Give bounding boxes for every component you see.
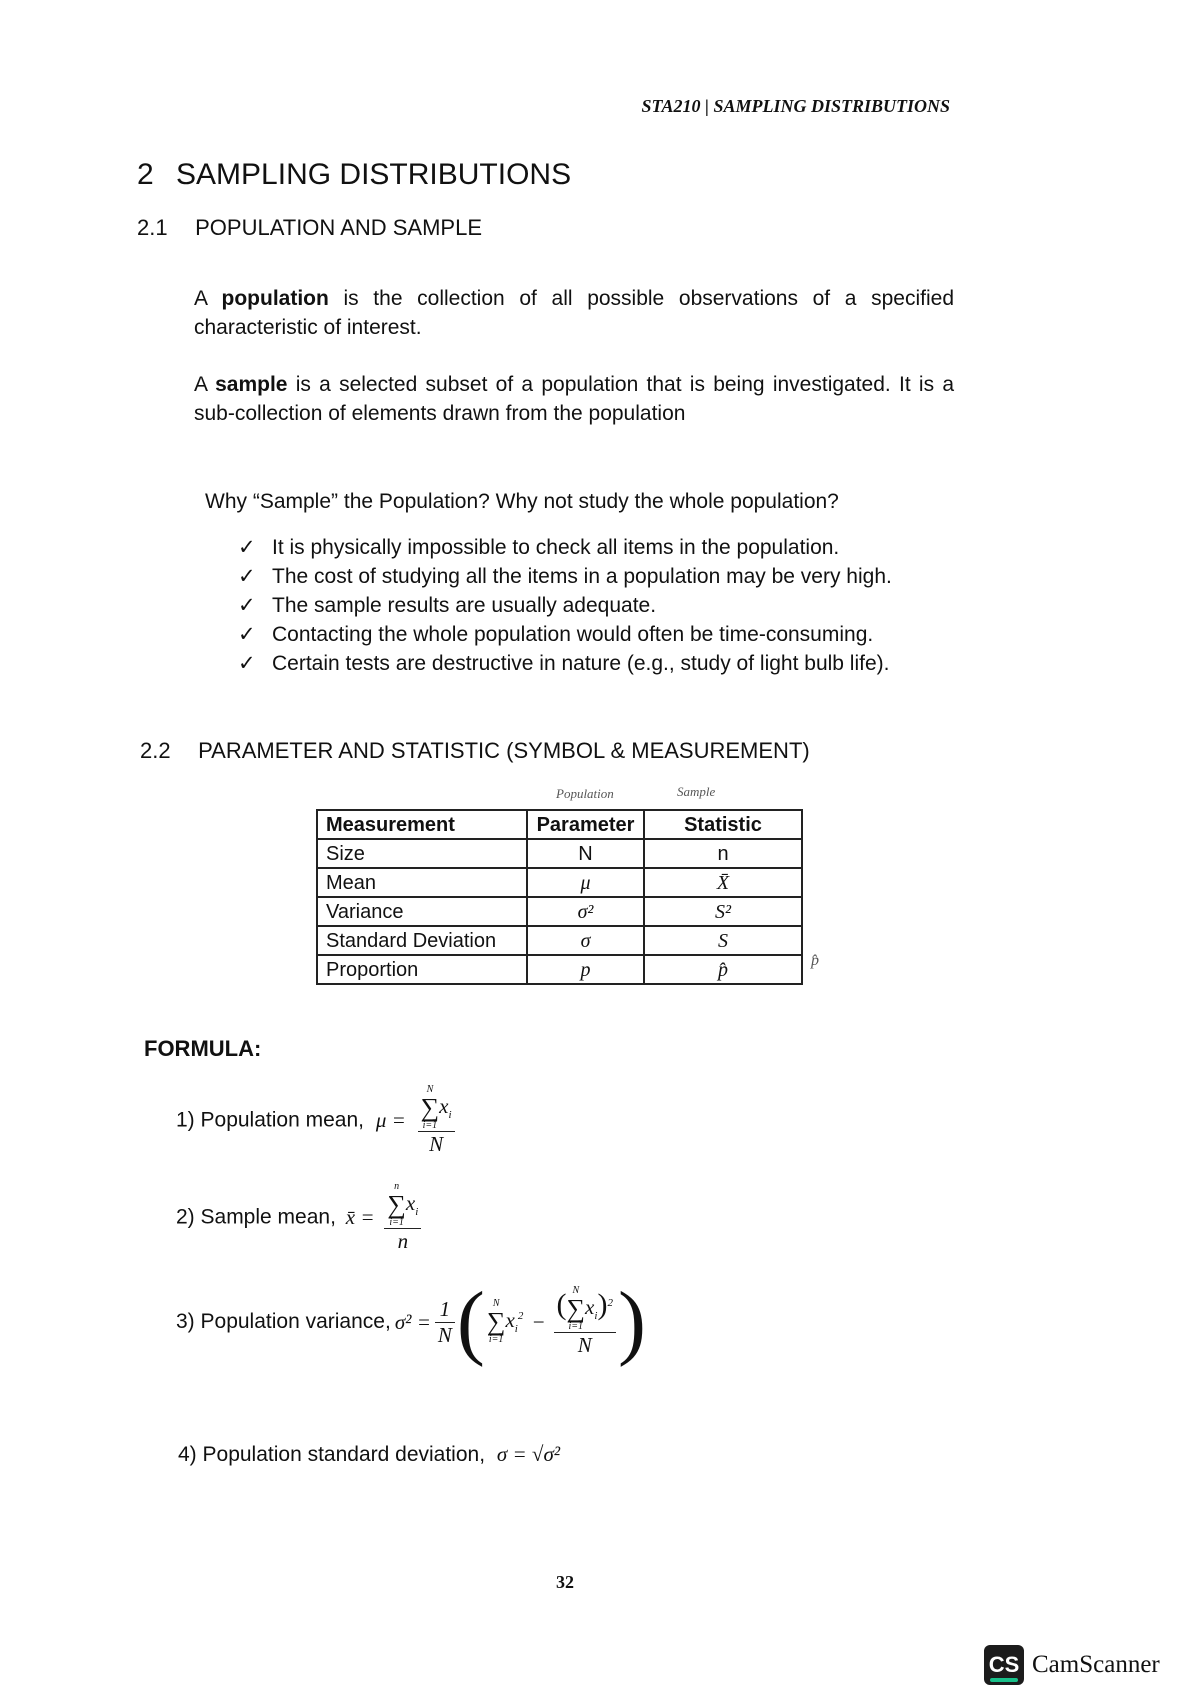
right-paren-icon: ) — [597, 1287, 608, 1321]
header-measurement: Measurement — [317, 810, 527, 839]
x-subscript: i — [594, 1310, 598, 1322]
reason-text: The cost of studying all the items in a population may be very high. — [272, 565, 892, 588]
table-header-row — [317, 810, 802, 839]
fraction-one-over-n — [435, 1297, 455, 1348]
why-sample-question: Why “Sample” the Population? Why not study the whole population? — [205, 490, 839, 513]
fraction — [384, 1182, 421, 1254]
measurement-cell: Mean — [317, 868, 527, 897]
formula-lhs: μ = — [375, 1107, 406, 1132]
denominator: N — [429, 1132, 444, 1156]
denominator: N — [437, 1322, 452, 1347]
handwritten-population-note: Population — [556, 786, 614, 801]
population-definition — [194, 284, 954, 342]
formula-population-sd — [178, 1442, 560, 1467]
list-item — [238, 620, 892, 649]
list-item — [238, 649, 892, 678]
sigma-symbol: ∑ — [420, 1093, 440, 1122]
numerator — [418, 1085, 455, 1132]
sum-term: x — [405, 1190, 416, 1215]
formula-lhs: x̄ = — [345, 1204, 375, 1229]
paren-exponent: 2 — [607, 1296, 613, 1309]
list-item — [238, 533, 892, 562]
table-row — [317, 839, 802, 868]
sum-upper-limit: N — [492, 1298, 500, 1309]
sum-upper-limit: n — [394, 1181, 400, 1192]
formula-expression: σ = √σ² — [496, 1442, 561, 1466]
formula-sample-mean — [176, 1182, 421, 1254]
numerator — [384, 1182, 421, 1229]
handwritten-phat-mark: p̂ — [811, 952, 819, 969]
population-term: population — [221, 287, 329, 310]
statistic-cell: n — [644, 839, 802, 868]
sum-term-subscript: i — [448, 1109, 452, 1121]
definition-prefix: A — [194, 287, 222, 310]
parameter-cell: μ — [527, 868, 644, 897]
header-statistic: Statistic — [644, 810, 802, 839]
parameter-cell: p — [527, 955, 644, 984]
summation — [487, 1299, 506, 1345]
reason-text: The sample results are usually adequate. — [272, 594, 657, 617]
parameter-cell: N — [527, 839, 644, 868]
page-number: 32 — [556, 1572, 574, 1592]
sample-term: sample — [215, 373, 288, 396]
sample-definition — [194, 370, 954, 428]
summation — [421, 1085, 440, 1131]
sum-lower-limit: i=1 — [389, 1217, 404, 1228]
checkmark-icon: ✓ — [238, 594, 256, 617]
camscanner-text: CamScanner — [1032, 1651, 1160, 1678]
checkmark-icon: ✓ — [238, 536, 256, 559]
checkmark-icon: ✓ — [238, 652, 256, 675]
header-parameter: Parameter — [527, 810, 644, 839]
left-paren-icon: ( — [456, 1275, 485, 1368]
sigma-symbol: ∑ — [486, 1307, 506, 1336]
x-exponent: 2 — [517, 1310, 524, 1323]
subsection-2-1-heading — [137, 215, 482, 241]
sum-lower-limit: i=1 — [488, 1334, 504, 1345]
measurement-cell: Size — [317, 839, 527, 868]
x-variable: x — [505, 1308, 515, 1333]
list-item — [238, 562, 892, 591]
reason-text: It is physically impossible to check all items in the population. — [272, 536, 840, 559]
subsection-2-2-number: 2.2 — [140, 738, 171, 763]
section-heading — [137, 158, 571, 192]
formula-lhs: σ² = — [394, 1309, 431, 1334]
table-row — [317, 897, 802, 926]
measurement-cell: Proportion — [317, 955, 527, 984]
measurement-cell: Variance — [317, 897, 527, 926]
x-subscript: i — [514, 1323, 518, 1336]
definition-prefix: A — [194, 373, 216, 396]
statistic-cell: S² — [644, 897, 802, 926]
numerator: 1 — [435, 1297, 455, 1323]
handwritten-sample-note: Sample — [677, 784, 716, 799]
camscanner-watermark — [984, 1645, 1160, 1685]
table-row — [317, 926, 802, 955]
sum-term — [505, 1308, 523, 1335]
camscanner-logo-icon: CS — [984, 1645, 1024, 1685]
reasons-list — [238, 533, 892, 678]
subsection-2-2-heading — [140, 738, 810, 764]
summation — [387, 1182, 406, 1228]
right-paren-icon: ) — [617, 1275, 646, 1368]
table-row — [317, 955, 802, 984]
numerator — [554, 1286, 616, 1333]
sample-definition-text: is a selected subset of a population that is being investigated. It is a sub-collection of elements drawn from the population — [194, 373, 955, 425]
parameter-cell: σ² — [527, 897, 644, 926]
table-row — [317, 868, 802, 897]
parameter-cell: σ — [527, 926, 644, 955]
checkmark-icon: ✓ — [238, 623, 256, 646]
sum-lower-limit: i=1 — [422, 1120, 438, 1131]
subsection-2-1-number: 2.1 — [137, 215, 168, 240]
x-variable: x — [585, 1294, 595, 1319]
sum-upper-limit: N — [426, 1084, 434, 1095]
list-item — [238, 591, 892, 620]
formula-heading: FORMULA: — [144, 1036, 262, 1061]
sigma-symbol: ∑ — [387, 1190, 406, 1219]
formula-population-variance — [176, 1275, 646, 1368]
formula-label: 4) Population standard deviation, — [178, 1443, 486, 1466]
statistic-cell: X̄ — [644, 868, 802, 897]
parameter-statistic-table — [316, 809, 803, 985]
statistic-cell: S — [644, 926, 802, 955]
subsection-2-2-title: PARAMETER AND STATISTIC (SYMBOL & MEASUREMENT) — [198, 738, 810, 763]
denominator: N — [577, 1333, 592, 1357]
population-definition-text: is the collection of all possible observations of a specified characteristic of interest. — [194, 287, 955, 339]
sum-term: x — [439, 1093, 449, 1118]
fraction-squared-sum — [554, 1286, 616, 1358]
sum-lower-limit: i=1 — [568, 1321, 584, 1332]
formula-population-mean — [176, 1085, 455, 1157]
summation — [567, 1286, 586, 1332]
reason-text: Contacting the whole population would often be time-consuming. — [272, 623, 874, 646]
formula-label: 3) Population variance, — [176, 1310, 391, 1333]
sigma-symbol: ∑ — [566, 1294, 586, 1323]
checkmark-icon: ✓ — [238, 565, 256, 588]
fraction — [418, 1085, 455, 1157]
sum-term-subscript: i — [415, 1206, 419, 1218]
section-number: 2 — [137, 158, 154, 191]
reason-text: Certain tests are destructive in nature (e.g., study of light bulb life). — [272, 652, 890, 675]
statistic-cell: p̂ — [644, 955, 802, 984]
formula-label: 2) Sample mean, — [176, 1205, 336, 1229]
left-paren-icon: ( — [556, 1287, 567, 1321]
section-title: SAMPLING DISTRIBUTIONS — [176, 158, 572, 191]
denominator: n — [397, 1229, 409, 1253]
measurement-cell: Standard Deviation — [317, 926, 527, 955]
running-header: STA210 | SAMPLING DISTRIBUTIONS — [641, 96, 950, 116]
formula-label: 1) Population mean, — [176, 1108, 364, 1132]
minus-sign: − — [531, 1309, 546, 1334]
sum-upper-limit: N — [572, 1285, 580, 1296]
subsection-2-1-title: POPULATION AND SAMPLE — [195, 215, 483, 240]
